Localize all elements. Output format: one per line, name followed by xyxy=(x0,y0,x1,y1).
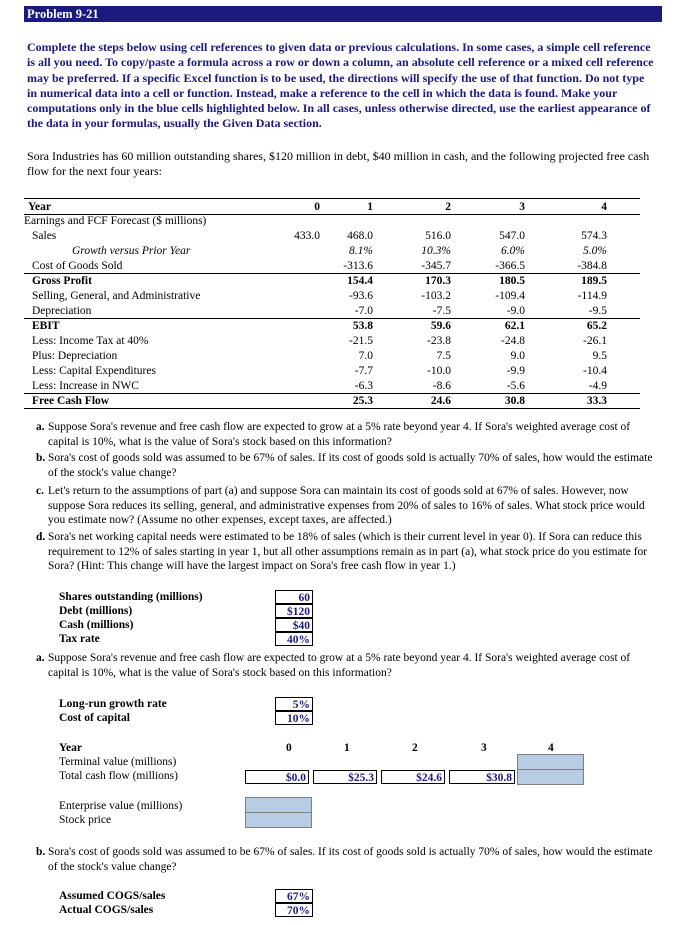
question-text: Sora's cost of goods sold was assumed to be 67% of sales. If its cost of goods sold is actually 70% of sales, how would the estimate of the stock's value change? xyxy=(48,452,653,479)
cash-label: Cash (millions) xyxy=(59,619,134,631)
row-label: Selling, General, and Administrative xyxy=(32,290,201,302)
tax-value: 40% xyxy=(275,632,313,646)
row-value: 7.5 xyxy=(436,350,451,362)
part-b-question xyxy=(36,845,654,874)
question-b xyxy=(36,451,654,480)
shares-label: Shares outstanding (millions) xyxy=(59,591,203,603)
growth-value: 5% xyxy=(275,697,313,711)
row-value: 7.0 xyxy=(358,350,373,362)
question-c xyxy=(36,484,654,528)
row-value: -345.7 xyxy=(421,260,451,272)
question-d xyxy=(36,530,654,574)
row-label: Growth versus Prior Year xyxy=(72,245,191,257)
coc-value: 10% xyxy=(275,711,313,725)
row-value: -5.6 xyxy=(506,380,525,392)
stock-price-label: Stock price xyxy=(59,814,112,826)
forecast-row xyxy=(24,349,640,364)
row-label: Sales xyxy=(32,230,57,242)
row-value: 30.8 xyxy=(504,395,525,407)
year-cell: 1 xyxy=(367,201,373,213)
row-value: -10.4 xyxy=(583,365,607,377)
row-label: EBIT xyxy=(32,320,60,332)
row-value: -9.5 xyxy=(588,305,607,317)
question-letter: c. xyxy=(36,485,44,497)
stock-price-input[interactable] xyxy=(245,812,312,828)
row-value: 189.5 xyxy=(581,275,607,287)
shares-value: 60 xyxy=(275,590,313,604)
coc-label: Cost of capital xyxy=(59,712,130,724)
row-value: 33.3 xyxy=(586,395,607,407)
debt-value: $120 xyxy=(275,604,313,618)
row-value: -93.6 xyxy=(349,290,373,302)
forecast-section-row xyxy=(24,214,640,229)
part-a-question xyxy=(36,651,654,680)
question-letter: a. xyxy=(36,652,45,664)
row-value: -7.7 xyxy=(354,365,373,377)
row-value: 468.0 xyxy=(347,230,373,242)
row-value: -7.0 xyxy=(354,305,373,317)
question-text: Suppose Sora's revenue and free cash flow are expected to grow at a 5% rate beyond year 4. If Sora's weighted average cost of capital is 10%, what is the value of Sora's stock based on this information? xyxy=(48,421,631,448)
divider xyxy=(24,198,640,199)
row-value: -313.6 xyxy=(343,260,373,272)
section-label: Earnings and FCF Forecast ($ millions) xyxy=(24,215,207,227)
forecast-row xyxy=(24,274,640,289)
actual-cogs-label: Actual COGS/sales xyxy=(59,904,154,916)
row-value: -4.9 xyxy=(588,380,607,392)
enterprise-value-label: Enterprise value (millions) xyxy=(59,800,183,812)
year-label: Year xyxy=(28,201,51,213)
row-label: Gross Profit xyxy=(32,275,92,287)
row-value: 9.0 xyxy=(510,350,525,362)
row-value: -8.6 xyxy=(432,380,451,392)
year-cell: 3 xyxy=(519,201,525,213)
instructions: Complete the steps below using cell references to given data or previous calculations. In some cases, a simple cell reference is all you need. To copy/paste a formula across a row or down a column, an absolute cell reference or a mixed cell reference may be preferred. If a specific Excel function is to be used, the directions will specify the use of that function. Do not type in numerical data into a cell or function. Instead, make a reference to the cell in which the data is found. Make your computations only in the blue cells highlighted below. In all cases, unless otherwise directed, use the earliest appearance of the data in your formulas, usually the Given Data section. xyxy=(27,40,654,131)
row-value: -114.9 xyxy=(577,290,607,302)
row-value: 547.0 xyxy=(499,230,525,242)
year-cell: 0 xyxy=(314,201,320,213)
year-cell: 2 xyxy=(412,742,418,754)
row-value: 65.2 xyxy=(586,320,607,332)
row-value: -21.5 xyxy=(349,335,373,347)
row-value: -103.2 xyxy=(421,290,451,302)
question-text: Sora's cost of goods sold was assumed to be 67% of sales. If its cost of goods sold is actually 70% of sales, how would the estimate of the stock's value change? xyxy=(48,846,653,873)
question-letter: a. xyxy=(36,421,45,433)
total-cf-label: Total cash flow (millions) xyxy=(59,770,178,782)
forecast-year-row xyxy=(24,200,640,215)
row-value: 433.0 xyxy=(294,230,320,242)
row-label: Depreciation xyxy=(32,305,92,317)
year-cell: 4 xyxy=(548,742,554,754)
forecast-row xyxy=(24,304,640,319)
row-value: -384.8 xyxy=(577,260,607,272)
row-value: -366.5 xyxy=(495,260,525,272)
divider xyxy=(24,408,640,409)
row-value: -24.8 xyxy=(501,335,525,347)
enterprise-value-input[interactable] xyxy=(245,797,312,813)
row-value: 62.1 xyxy=(504,320,525,332)
row-value: 6.0% xyxy=(501,245,525,257)
forecast-row xyxy=(24,289,640,304)
forecast-row xyxy=(24,364,640,379)
forecast-row xyxy=(24,334,640,349)
forecast-row xyxy=(24,244,640,259)
terminal-value-label: Terminal value (millions) xyxy=(59,756,177,768)
row-label: Less: Income Tax at 40% xyxy=(32,335,149,347)
forecast-row xyxy=(24,319,640,334)
question-text: Let's return to the assumptions of part (a) and suppose Sora can maintain its cost of goods sold at 67% of sales. However, now suppose Sora reduces its selling, general, and administrative expenses from 20% of sales to 16% of sales. What stock price would you estimate now? (Assume no other expenses, except taxes, are affected.) xyxy=(48,485,645,527)
row-value: -7.5 xyxy=(432,305,451,317)
intro-text: Sora Industries has 60 million outstanding shares, $120 million in debt, $40 million in cash, and the following projected free cash flow for the next four years: xyxy=(27,149,650,179)
question-a xyxy=(36,420,654,449)
row-value: 8.1% xyxy=(349,245,373,257)
growth-label: Long-run growth rate xyxy=(59,698,167,710)
year-label: Year xyxy=(59,742,82,754)
row-label: Less: Capital Expenditures xyxy=(32,365,156,377)
year-cell: 1 xyxy=(344,742,350,754)
row-value: -6.3 xyxy=(354,380,373,392)
row-label: Less: Increase in NWC xyxy=(32,380,139,392)
forecast-row xyxy=(24,229,640,244)
row-value: 5.0% xyxy=(583,245,607,257)
assumed-cogs-value: 67% xyxy=(275,889,313,903)
forecast-row xyxy=(24,259,640,274)
row-value: -9.9 xyxy=(506,365,525,377)
row-value: 516.0 xyxy=(425,230,451,242)
row-value: -23.8 xyxy=(427,335,451,347)
row-label: Cost of Goods Sold xyxy=(32,260,123,272)
actual-cogs-value: 70% xyxy=(275,903,313,917)
forecast-row xyxy=(24,379,640,394)
total-cf-cell: $25.3 xyxy=(313,770,377,784)
row-value: -109.4 xyxy=(495,290,525,302)
row-value: 574.3 xyxy=(581,230,607,242)
row-value: -26.1 xyxy=(583,335,607,347)
problem-title: Problem 9-21 xyxy=(24,6,662,22)
terminal-value-input[interactable] xyxy=(517,754,584,770)
row-value: 59.6 xyxy=(430,320,451,332)
row-label: Free Cash Flow xyxy=(32,395,110,407)
year-cell: 4 xyxy=(601,201,607,213)
row-value: 53.8 xyxy=(352,320,373,332)
question-letter: b. xyxy=(36,846,46,858)
assumed-cogs-label: Assumed COGS/sales xyxy=(59,890,166,902)
row-value: 154.4 xyxy=(347,275,373,287)
year-cell: 2 xyxy=(445,201,451,213)
row-value: 9.5 xyxy=(592,350,607,362)
total-cf-cell: $24.6 xyxy=(381,770,445,784)
row-value: 25.3 xyxy=(352,395,373,407)
debt-label: Debt (millions) xyxy=(59,605,133,617)
total-cf-year4-input[interactable] xyxy=(517,769,584,785)
cash-value: $40 xyxy=(275,618,313,632)
tax-label: Tax rate xyxy=(59,633,100,645)
row-value: -9.0 xyxy=(506,305,525,317)
row-value: 24.6 xyxy=(430,395,451,407)
year-cell: 0 xyxy=(286,742,292,754)
total-cf-cell: $30.8 xyxy=(449,770,515,784)
year-cell: 3 xyxy=(481,742,487,754)
row-value: 10.3% xyxy=(421,245,451,257)
question-letter: b. xyxy=(36,452,46,464)
question-text: Suppose Sora's revenue and free cash flow are expected to grow at a 5% rate beyond year 4. If Sora's weighted average cost of capital is 10%, what is the value of Sora's stock based on this information? xyxy=(48,652,631,679)
row-value: 180.5 xyxy=(499,275,525,287)
question-letter: d. xyxy=(36,531,46,543)
row-value: -10.0 xyxy=(427,365,451,377)
row-label: Plus: Depreciation xyxy=(32,350,118,362)
total-cf-cell: $0.0 xyxy=(245,770,309,784)
row-value: 170.3 xyxy=(425,275,451,287)
question-text: Sora's net working capital needs were estimated to be 18% of sales (which is their current level in year 0). If Sora can reduce this requirement to 12% of sales starting in year 1, but all other assumptions remain as in part (a), what stock price do you estimate for Sora? (Hint: This change will have the largest impact on Sora's free cash flow in year 1.) xyxy=(48,531,648,573)
forecast-row xyxy=(24,394,640,409)
